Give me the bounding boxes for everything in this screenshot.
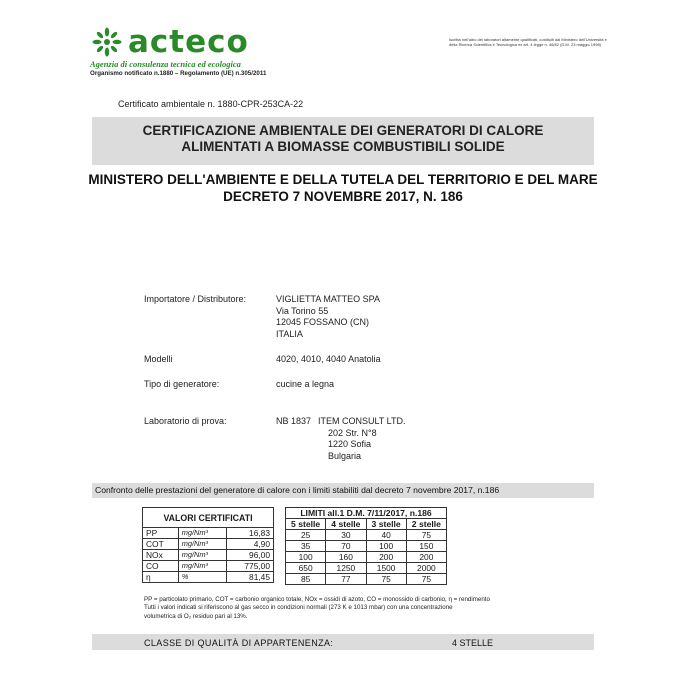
unit-cell: mg/Nm³ (178, 550, 226, 561)
value-cell: 16,83 (226, 528, 273, 539)
certified-header: VALORI CERTIFICATI (143, 508, 274, 528)
banner-title (92, 123, 594, 155)
certified-values-table (142, 507, 274, 583)
column-header: 5 stelle (286, 519, 326, 530)
lab-line: 202 Str. N°8 (328, 427, 377, 438)
importer-label: Importatore / Distributore: (144, 294, 247, 304)
table-notes (144, 596, 604, 621)
note-line-1: PP = particolato primario, COT = carbonio organico totale, NOx = ossidi di azoto, CO = monossido di carbonio, η = rendimento (144, 596, 490, 603)
lab-line: Bulgaria (328, 450, 362, 461)
limit-cell: 200 (366, 552, 406, 563)
column-header: 4 stelle (326, 519, 366, 530)
brand-name: acteco (128, 24, 249, 60)
limit-cell: 35 (286, 541, 326, 552)
limit-cell: 160 (326, 552, 366, 563)
lab-line: ITEM CONSULT LTD. (318, 416, 406, 426)
quality-class-label: CLASSE DI QUALITÀ DI APPARTENENZA: (144, 638, 334, 648)
certificate-number: Certificato ambientale n. 1880-CPR-253CA-22 (118, 99, 304, 109)
comparison-title: Confronto delle prestazioni del generatore di calore con i limiti stabiliti dal decreto 7 novembre 2017, n.186 (95, 485, 500, 495)
limit-cell: 70 (326, 541, 366, 552)
column-header: 2 stelle (406, 519, 446, 530)
limit-cell: 75 (406, 530, 446, 541)
limits-table (285, 507, 447, 585)
quality-class-value: 4 STELLE (452, 638, 494, 648)
table-row (143, 561, 274, 572)
lab-line: 1220 Sofia (328, 439, 372, 449)
note-line-2: Tutti i valori indicati si riferiscono al gas secco in condizioni normali (273 K e 1013 mbar) con una concentrazione (144, 604, 453, 612)
table-row (286, 530, 447, 541)
unit-cell: mg/Nm³ (178, 539, 226, 550)
importer-line: Via Torino 55 (276, 305, 329, 316)
table-row (143, 550, 274, 561)
limit-cell: 200 (406, 552, 446, 563)
limit-cell: 85 (286, 574, 326, 585)
lab-value (318, 416, 406, 462)
limit-cell: 100 (286, 552, 326, 563)
importer-line: VIGLIETTA MATTEO SPA (276, 294, 381, 304)
limit-cell: 30 (326, 530, 366, 541)
limit-cell: 100 (366, 541, 406, 552)
table-row (286, 541, 447, 552)
table-row (286, 574, 447, 585)
limit-cell: 2000 (406, 563, 446, 574)
note-line-3: volumetrica di O₂ residuo pari al 13%. (144, 612, 248, 620)
leaf-logo-icon (90, 27, 124, 57)
param-cell: NOx (143, 550, 179, 561)
limit-cell: 77 (326, 574, 366, 585)
models-value: 4020, 4010, 4040 Anatolia (276, 354, 381, 364)
banner-line-1: CERTIFICAZIONE AMBIENTALE DEI GENERATORI DI CALORE (142, 123, 544, 138)
ministry-heading (88, 171, 598, 205)
accreditation-note: Iscritta nell'albo dei laboratori altamente qualificati, costituiti dal Ministero dell'Università e della Ricerca Scientifica e Tecnologica ex art. 4 legge n. 46/82 (D.M. 23 maggio 1998) (449, 37, 607, 48)
type-value: cucine a legna (276, 379, 335, 389)
unit-cell: % (178, 572, 226, 583)
importer-line: ITALIA (276, 328, 303, 339)
param-cell: CO (143, 561, 179, 572)
limit-cell: 75 (406, 574, 446, 585)
importer-line: 12045 FOSSANO (CN) (276, 317, 370, 327)
value-cell: 81,45 (226, 572, 273, 583)
table-row (143, 528, 274, 539)
logo (90, 24, 249, 60)
limit-cell: 75 (366, 574, 406, 585)
limit-cell: 25 (286, 530, 326, 541)
lab-label: Laboratorio di prova: (144, 416, 227, 426)
limit-cell: 150 (406, 541, 446, 552)
value-cell: 775,00 (226, 561, 273, 572)
param-cell: PP (143, 528, 179, 539)
unit-cell: mg/Nm³ (178, 561, 226, 572)
limit-cell: 650 (286, 563, 326, 574)
value-cell: 96,00 (226, 550, 273, 561)
param-cell: COT (143, 539, 179, 550)
importer-value (276, 294, 380, 340)
models-label: Modelli (144, 354, 173, 364)
ministry-line-2: DECRETO 7 NOVEMBRE 2017, N. 186 (223, 189, 463, 204)
table-row (143, 539, 274, 550)
lab-code: NB 1837 (276, 416, 312, 426)
limit-cell: 1500 (366, 563, 406, 574)
banner-line-2: ALIMENTATI A BIOMASSE COMBUSTIBILI SOLIDE (181, 139, 505, 154)
value-cell: 4,90 (226, 539, 273, 550)
param-cell: η (143, 572, 179, 583)
table-row (286, 563, 447, 574)
agency-tagline: Agenzia di consulenza tecnica ed ecologica (90, 59, 241, 69)
table-row (286, 552, 447, 563)
ministry-line-1: MINISTERO DELL'AMBIENTE E DELLA TUTELA DEL TERRITORIO E DEL MARE (88, 172, 598, 187)
table-header-row (286, 519, 447, 530)
unit-cell: mg/Nm³ (178, 528, 226, 539)
table-row (143, 572, 274, 583)
limit-cell: 40 (366, 530, 406, 541)
column-header: 3 stelle (366, 519, 406, 530)
type-label: Tipo di generatore: (144, 379, 220, 389)
organismo-notice: Organismo notificato n.1880 – Regolamento (UE) n.305/2011 (90, 70, 267, 77)
limit-cell: 1250 (326, 563, 366, 574)
limits-header: LIMITI all.1 D.M. 7/11/2017, n.186 (286, 508, 447, 519)
